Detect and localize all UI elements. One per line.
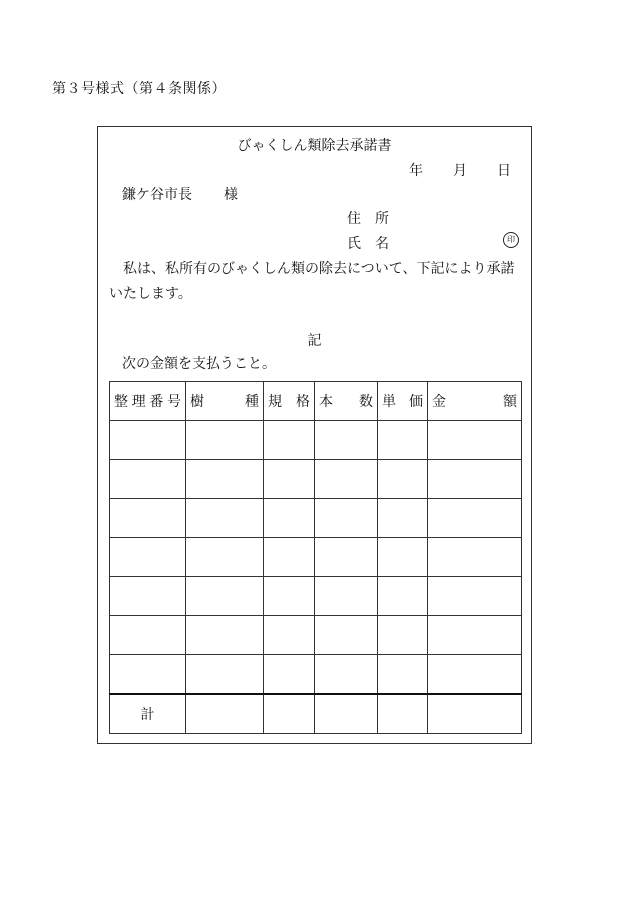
table-cell <box>110 616 186 655</box>
approval-form <box>97 126 532 744</box>
table-header-row <box>110 382 522 421</box>
table-cell <box>110 655 186 695</box>
table-row <box>110 460 522 499</box>
header-quantity: 本 数 <box>315 382 378 421</box>
table-cell <box>110 421 186 460</box>
table-cell <box>378 460 428 499</box>
addressee <box>122 184 238 204</box>
applicant-name-label: 氏 名 <box>347 236 389 252</box>
table-cell <box>315 655 378 695</box>
document-title: びゃくしん類除去承諾書 <box>237 138 392 154</box>
form-number-label: 第３号様式（第４条関係） <box>52 81 226 97</box>
table-cell <box>378 499 428 538</box>
header-unit-price: 単 価 <box>378 382 428 421</box>
month-label: 月 <box>453 163 467 179</box>
table-cell <box>264 538 315 577</box>
table-row <box>110 616 522 655</box>
table-cell <box>264 655 315 695</box>
table-cell <box>186 577 264 616</box>
table-cell <box>110 538 186 577</box>
table-cell <box>378 655 428 695</box>
day-label: 日 <box>497 163 511 179</box>
header-tree-species: 樹 種 <box>186 382 264 421</box>
table-cell <box>264 577 315 616</box>
table-cell <box>264 421 315 460</box>
addressee-name: 鎌ケ谷市長 <box>122 187 192 203</box>
table-cell <box>315 616 378 655</box>
table-cell <box>378 538 428 577</box>
table-cell <box>428 538 522 577</box>
seal-mark-icon: 印 <box>503 232 519 248</box>
table-cell <box>264 460 315 499</box>
table-cell <box>186 538 264 577</box>
table-row <box>110 577 522 616</box>
table-cell <box>428 460 522 499</box>
table-cell <box>264 616 315 655</box>
table-cell <box>110 499 186 538</box>
payment-instruction: 次の金額を支払うこと。 <box>122 356 276 372</box>
table-cell <box>428 694 522 734</box>
table-cell <box>378 577 428 616</box>
header-size: 規 格 <box>264 382 315 421</box>
table-cell <box>186 694 264 734</box>
table-cell <box>378 616 428 655</box>
table-cell <box>110 460 186 499</box>
total-row <box>110 694 522 734</box>
table-cell <box>186 421 264 460</box>
applicant-name-line <box>347 233 517 253</box>
table-cell <box>264 694 315 734</box>
table-row <box>110 655 522 695</box>
table-cell <box>315 577 378 616</box>
table-cell <box>315 421 378 460</box>
year-label: 年 <box>409 163 423 179</box>
table-cell <box>315 694 378 734</box>
table-cell <box>378 694 428 734</box>
addressee-honorific: 様 <box>224 187 238 203</box>
date-line <box>409 160 511 180</box>
table-cell <box>428 499 522 538</box>
table-cell <box>315 499 378 538</box>
table-cell <box>315 460 378 499</box>
table-cell <box>186 499 264 538</box>
header-management-number: 整 理 番 号 <box>110 382 186 421</box>
table-cell <box>428 655 522 695</box>
table-row <box>110 499 522 538</box>
removal-items-table <box>109 381 522 734</box>
table-cell <box>428 577 522 616</box>
table-cell <box>186 655 264 695</box>
ki-heading: 記 <box>307 333 322 349</box>
consent-statement: 私は、私所有のびゃくしん類の除去について、下記により承諾いたします。 <box>109 261 515 302</box>
header-amount: 金 額 <box>428 382 522 421</box>
table-cell <box>428 616 522 655</box>
table-cell <box>315 538 378 577</box>
table-cell <box>186 460 264 499</box>
applicant-address-label: 住 所 <box>347 211 389 227</box>
table-row <box>110 421 522 460</box>
table-cell <box>186 616 264 655</box>
table-cell <box>264 499 315 538</box>
table-cell <box>378 421 428 460</box>
table-cell <box>110 577 186 616</box>
table-cell <box>428 421 522 460</box>
table-row <box>110 538 522 577</box>
total-label: 計 <box>110 694 186 734</box>
